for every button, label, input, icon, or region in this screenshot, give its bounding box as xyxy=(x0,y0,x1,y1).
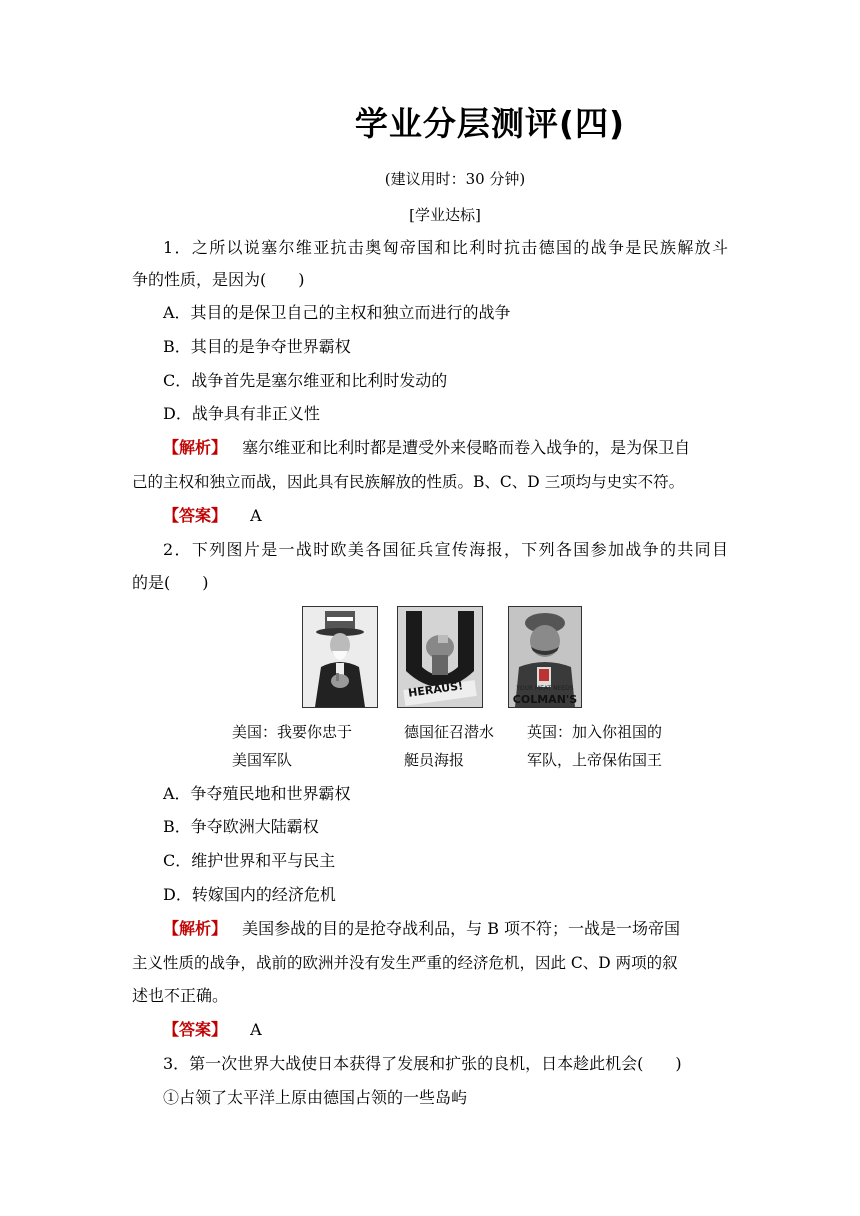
poster-meat-text: YOUR MEAT NEEDS xyxy=(516,685,574,692)
question-2-answer: 【答案】 A xyxy=(163,1020,262,1039)
question-2-option-a: A．争夺殖民地和世界霸权 xyxy=(163,784,351,803)
question-2-analysis-line-3: 述也不正确。 xyxy=(132,986,229,1005)
poster-heraus-text: HERAUS! xyxy=(407,679,464,700)
question-2-analysis-line-1: 【解析】 美国参战的目的是抢夺战利品，与 B 项不符；一战是一场帝国 xyxy=(163,919,681,938)
answer-tag: 【答案】 xyxy=(163,1020,228,1039)
poster-images xyxy=(302,606,582,708)
section-heading: [学业达标] xyxy=(409,206,481,224)
kitchener-poster xyxy=(508,606,582,708)
question-1-option-d: D．战争具有非正义性 xyxy=(163,404,320,423)
question-2-option-b: B．争夺欧洲大陆霸权 xyxy=(163,817,319,836)
question-1-option-a: A．其目的是保卫自己的主权和独立而进行的战争 xyxy=(163,303,511,322)
question-1-line-1: 1．之所以说塞尔维亚抗击奥匈帝国和比利时抗击德国的战争是民族解放斗 xyxy=(163,238,728,257)
uncle-sam-poster xyxy=(302,606,378,708)
poster-caption-britain-line-1: 英国：加入你祖国的 xyxy=(527,723,663,741)
answer-tag: 【答案】 xyxy=(163,506,228,525)
page-title: 学业分层测评(四) xyxy=(354,104,626,143)
question-1-option-b: B．其目的是争夺世界霸权 xyxy=(163,337,351,356)
question-1-option-c: C．战争首先是塞尔维亚和比利时发动的 xyxy=(163,371,448,390)
time-suggestion: (建议用时：30 分钟) xyxy=(384,170,526,188)
question-2-line-1: 2．下列图片是一战时欧美各国征兵宣传海报，下列各国参加战争的共同目 xyxy=(163,540,728,559)
poster-caption-usa-line-1: 美国：我要你忠于 xyxy=(232,723,353,741)
analysis-tag: 【解析】 xyxy=(163,919,228,938)
poster-caption-britain-line-2: 军队，上帝保佑国王 xyxy=(527,751,663,769)
poster-caption-germany-line-1: 德国征召潜水 xyxy=(404,723,495,741)
poster-colmans-text: COLMAN'S xyxy=(512,693,578,706)
question-1-analysis-line-2: 己的主权和独立而战，因此具有民族解放的性质。B、C、D 三项均与史实不符。 xyxy=(132,473,685,491)
submarine-poster xyxy=(397,606,483,708)
question-2-option-c: C．维护世界和平与民主 xyxy=(163,851,336,870)
question-1-line-2: 争的性质，是因为( ) xyxy=(132,270,305,289)
question-3-line-1: 3．第一次世界大战使日本获得了发展和扩张的良机，日本趁此机会( ) xyxy=(163,1054,682,1073)
poster-caption-usa-line-2: 美国军队 xyxy=(232,751,293,769)
question-1-analysis-line-1: 【解析】 塞尔维亚和比利时都是遭受外来侵略而卷入战争的，是为保卫自 xyxy=(163,438,691,457)
question-1-answer: 【答案】 A xyxy=(163,506,262,525)
analysis-tag: 【解析】 xyxy=(163,438,228,457)
question-2-analysis-line-2: 主义性质的战争，战前的欧洲并没有发生严重的经济危机，因此 C、D 两项的叙 xyxy=(132,954,678,972)
poster-caption-germany-line-2: 艇员海报 xyxy=(404,751,465,769)
question-2-option-d: D．转嫁国内的经济危机 xyxy=(163,885,336,904)
question-2-line-2: 的是( ) xyxy=(132,573,209,592)
question-3-item-1: ①占领了太平洋上原由德国占领的一些岛屿 xyxy=(163,1088,468,1107)
